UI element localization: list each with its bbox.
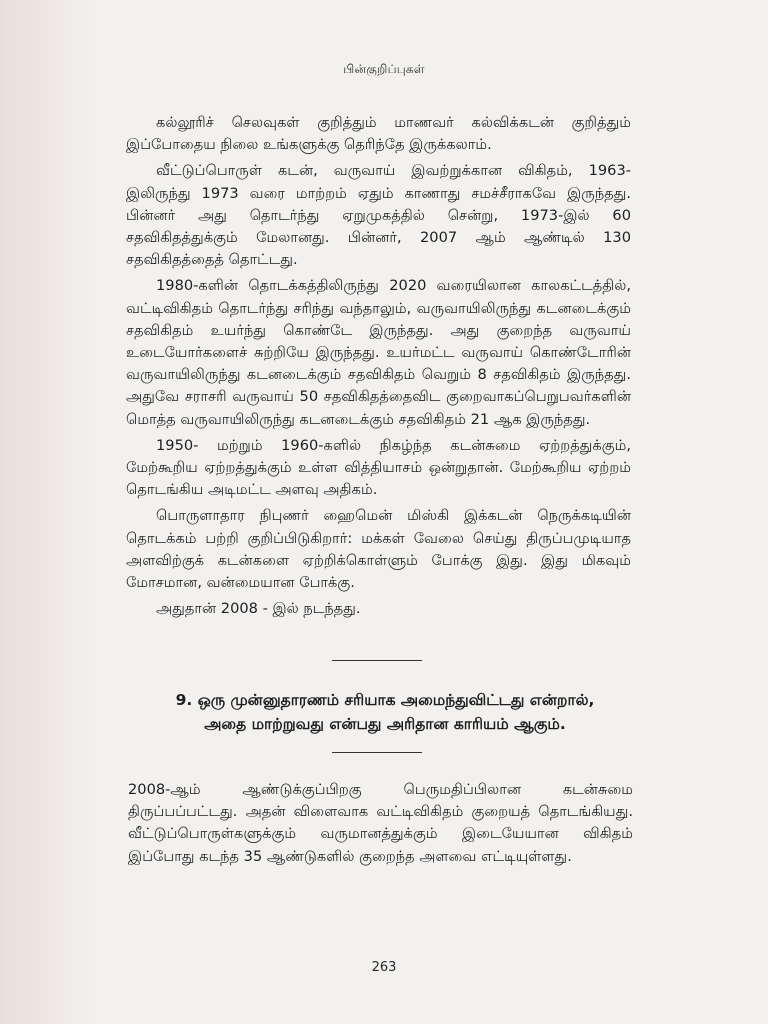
paragraph: கல்லூரிச் செலவுகள் குறித்தும் மாணவர் கல்விக்கடன் குறித்தும் இப்போதைய நிலை உங்களுக்கு தெரிந்தே இருக்கலாம்.: [126, 114, 631, 154]
section-heading-line: 9. ஒரு முன்னுதாரணம் சரியாக அமைந்துவிட்டது என்றால்,: [175, 691, 595, 709]
paragraph: 1980-களின் தொடக்கத்திலிருந்து 2020 வரையிலான காலகட்டத்தில், வட்டிவிகிதம் தொடர்ந்து சரிந்து வந்தாலும், வருவாயிலிருந்து கடனடைக்கும் சதவிகிதம் உயர்ந்து கொண்டே இருந்தது. அது குறைந்த வருவாய் உடையோர்களைச் சுற்றியே இருந்தது. உயர்மட்ட வருவாய் கொண்டோரின் வருவாயிலிருந்து கடனடைக்கும் சதவிகிதம் வெறும் 8 சதவிகிதம் இருந்தது. அதுவே சராசரி வருவாய் 50 சதவிகிதத்தைவிட குறைவாகப்பெறுபவர்களின் மொத்த வருவாயிலிருந்து கடனடைக்கும் சதவிகிதம் 21 ஆக இருந்தது.: [126, 277, 631, 428]
paragraph: அதுதான் 2008 - இல் நடந்தது.: [156, 600, 361, 618]
paragraph: 1950- மற்றும் 1960-களில் நிகழ்ந்த கடன்சுமை ஏற்றத்துக்கும், மேற்கூறிய ஏற்றத்துக்கும் உள்ள வித்தியாசம் ஒன்றுதான். மேற்கூறிய ஏற்றம் தொடங்கிய அடிமட்ட அளவு அதிகம்.: [126, 436, 631, 499]
section-divider: [332, 660, 422, 661]
section-heading: [130, 688, 640, 736]
section-divider: [332, 752, 422, 753]
page-number: 263: [371, 960, 397, 975]
paragraph: வீட்டுப்பொருள் கடன், வருவாய் இவற்றுக்கான விகிதம், 1963-இலிருந்து 1973 வரை மாற்றம் ஏதும் காணாது சமச்சீராகவே இருந்தது. பின்னர் அது தொடர்ந்து ஏறுமுகத்தில் சென்று, 1973-இல் 60 சதவிகிதத்துக்கும் மேலானது. பின்னர், 2007 ஆம் ஆண்டில் 130 சதவிகிதத்தைத் தொட்டது.: [126, 162, 631, 269]
section-heading-line: அதை மாற்றுவது என்பது அரிதான காரியம் ஆகும்.: [204, 715, 566, 733]
paragraph: பொருளாதார நிபுணர் ஹைமென் மிஸ்கி இக்கடன் நெருக்கடியின் தொடக்கம் பற்றி குறிப்பிடுகிறார்: மக்கள் வேலை செய்து திருப்பமுடியாத அளவிற்குக் கடன்களை ஏற்றிக்கொள்ளும் போக்கு இது. இது மிகவும் மோசமான, வன்மையான போக்கு.: [126, 507, 631, 592]
running-head: பின்குறிப்புகள்: [343, 62, 425, 76]
paragraph: 2008-ஆம் ஆண்டுக்குப்பிறகு பெருமதிப்பிலான கடன்சுமை திருப்பப்பட்டது. அதன் விளைவாக வட்டிவிகிதம் குறையத் தொடங்கியது. வீட்டுப்பொருள்களுக்கும் வருமானத்துக்கும் இடையேயான விகிதம் இப்போது கடந்த 35 ஆண்டுகளில் குறைந்த அளவை எட்டியுள்ளது.: [128, 781, 633, 865]
body-text-top: [126, 112, 631, 624]
body-text-bottom: [128, 779, 633, 872]
